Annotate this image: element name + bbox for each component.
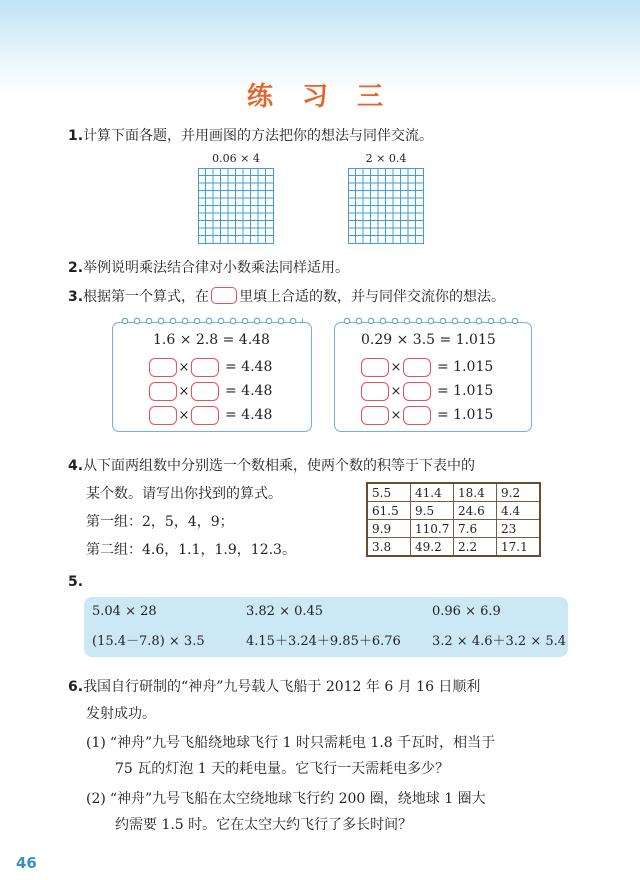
- equation-row: [113, 356, 311, 378]
- equation-result: = 4.48: [225, 383, 273, 399]
- sub-question-1: [86, 733, 495, 753]
- answer-box[interactable]: [191, 358, 219, 377]
- question-6-line2: 发射成功。: [86, 706, 156, 722]
- group-1: 第一组：2，5，4，9；: [86, 514, 234, 530]
- table-row: [367, 520, 540, 538]
- expression-panel: [84, 597, 568, 657]
- sub-question-1-line2: 75 瓦的灯泡 1 天的耗电量。它飞行一天需耗电多少？: [115, 761, 450, 777]
- table-cell: 61.5: [367, 502, 411, 520]
- table-row: [367, 502, 540, 520]
- grid-drawing: [198, 168, 274, 244]
- table-cell: 2.2: [454, 538, 497, 557]
- expression: 3.2 × 4.6＋3.2 × 5.4: [432, 634, 567, 649]
- answer-box[interactable]: [191, 382, 219, 401]
- given-equation: 0.29 × 3.5 = 1.015: [361, 332, 496, 348]
- answer-box[interactable]: [403, 382, 431, 401]
- table-cell: 49.2: [411, 538, 454, 557]
- table-cell: 23: [497, 520, 541, 538]
- table-cell: 5.5: [367, 483, 411, 502]
- equation-result: = 1.015: [437, 383, 494, 399]
- blank-box-icon: [211, 287, 237, 304]
- answer-box[interactable]: [149, 358, 177, 377]
- times-sign: ×: [390, 383, 402, 399]
- expression: (15.4－7.8) × 3.5: [92, 634, 205, 649]
- expression: 5.04 × 28: [92, 604, 157, 619]
- question-4: [68, 456, 475, 476]
- expression: 0.96 × 6.9: [432, 604, 501, 619]
- table-cell: 17.1: [497, 538, 541, 557]
- group-2: 第二组：4.6，1.1，1.9，12.3。: [86, 542, 296, 558]
- equation-row: [113, 404, 311, 426]
- answer-box[interactable]: [149, 382, 177, 401]
- question-number: 6.: [68, 679, 84, 695]
- table-cell: 24.6: [454, 502, 497, 520]
- sub-question-number: (1): [86, 735, 106, 751]
- question-text-after: 里填上合适的数，并与同伴交流你的想法。: [239, 289, 506, 305]
- question-text: 举例说明乘法结合律对小数乘法同样适用。: [83, 260, 350, 276]
- equation-card-left: [112, 322, 312, 432]
- expression: 4.15＋3.24＋9.85＋6.76: [246, 634, 401, 649]
- page-number: 46: [16, 854, 37, 872]
- hundred-grid-right: [348, 168, 424, 244]
- equation-result: = 1.015: [437, 359, 494, 375]
- question-text-before: 根据第一个算式，在: [83, 289, 210, 305]
- sub-question-2: [86, 789, 486, 809]
- table-cell: 110.7: [411, 520, 454, 538]
- sub-question-text: “神舟”九号飞船在太空绕地球飞行约 200 圈，绕地球 1 圈大: [109, 791, 486, 807]
- equation-card-right: [334, 322, 532, 432]
- answer-box[interactable]: [361, 382, 389, 401]
- equation-row: [335, 356, 531, 378]
- answer-box[interactable]: [361, 406, 389, 425]
- table-cell: 41.4: [411, 483, 454, 502]
- question-5-number: [68, 572, 83, 592]
- question-1: [68, 126, 433, 146]
- equation-result: = 1.015: [437, 407, 494, 423]
- question-number: 3.: [68, 289, 84, 305]
- equation-result: = 4.48: [225, 359, 273, 375]
- sub-question-number: (2): [86, 791, 106, 807]
- question-6: [68, 677, 480, 697]
- hundred-grid-left: [198, 168, 274, 244]
- spiral-binding-icon: [121, 316, 303, 326]
- question-number: 2.: [68, 260, 84, 276]
- table-cell: 9.2: [497, 483, 541, 502]
- equation-result: = 4.48: [225, 407, 273, 423]
- equation-row: [113, 380, 311, 402]
- table-cell: 9.5: [411, 502, 454, 520]
- equation-row: [335, 404, 531, 426]
- table-cell: 3.8: [367, 538, 411, 557]
- answer-box[interactable]: [191, 406, 219, 425]
- times-sign: ×: [178, 383, 190, 399]
- question-text: 从下面两组数中分别选一个数相乘，使两个数的积等于下表中的: [83, 458, 476, 474]
- table-cell: 18.4: [454, 483, 497, 502]
- table-row: [367, 483, 540, 502]
- question-2: [68, 258, 349, 278]
- question-number: 5.: [68, 574, 84, 590]
- product-table: [366, 482, 541, 557]
- times-sign: ×: [390, 359, 402, 375]
- sub-question-2-line2: 约需要 1.5 时。它在太空大约飞行了多长时间？: [115, 817, 413, 833]
- question-4-line2: 某个数。请写出你找到的算式。: [86, 486, 282, 502]
- table-cell: 4.4: [497, 502, 541, 520]
- answer-box[interactable]: [403, 406, 431, 425]
- equation-row: [335, 380, 531, 402]
- table-cell: 9.9: [367, 520, 411, 538]
- table-cell: 7.6: [454, 520, 497, 538]
- times-sign: ×: [390, 407, 402, 423]
- answer-box[interactable]: [149, 406, 177, 425]
- sub-question-text: “神舟”九号飞船绕地球飞行 1 时只需耗电 1.8 千瓦时，相当于: [109, 735, 496, 751]
- question-text: 计算下面各题，并用画图的方法把你的想法与同伴交流。: [83, 128, 434, 144]
- question-number: 1.: [68, 128, 84, 144]
- grid-drawing: [348, 168, 424, 244]
- answer-box[interactable]: [403, 358, 431, 377]
- grid-label-right: 2 × 0.4: [365, 152, 407, 165]
- question-3: [68, 287, 505, 307]
- table-row: [367, 538, 540, 557]
- expression: 3.82 × 0.45: [246, 604, 324, 619]
- question-text: 我国自行研制的“神舟”九号载人飞船于 2012 年 6 月 16 日顺利: [83, 679, 481, 695]
- answer-box[interactable]: [361, 358, 389, 377]
- times-sign: ×: [178, 359, 190, 375]
- times-sign: ×: [178, 407, 190, 423]
- page-title: 练 习 三: [246, 82, 394, 112]
- spiral-binding-icon: [343, 316, 523, 326]
- question-number: 4.: [68, 458, 84, 474]
- given-equation: 1.6 × 2.8 = 4.48: [153, 332, 270, 348]
- grid-label-left: 0.06 × 4: [212, 152, 260, 165]
